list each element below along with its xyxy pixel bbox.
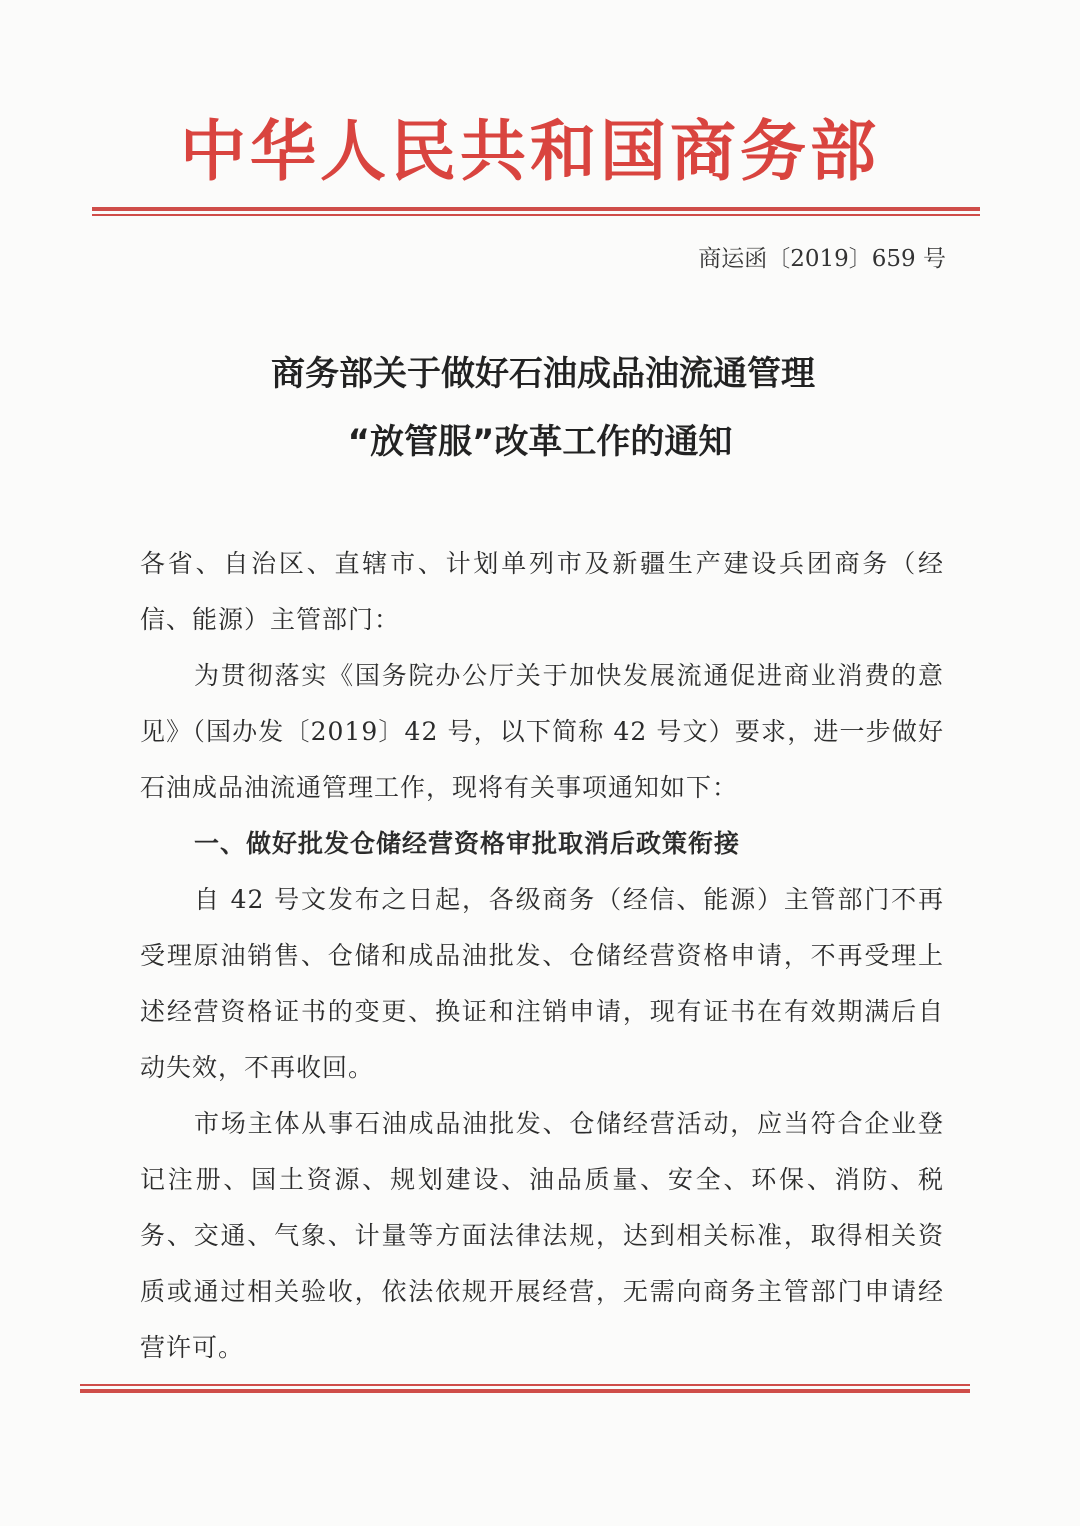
salutation: 各省、自治区、直辖市、计划单列市及新疆生产建设兵团商务（经信、能源）主管部门： [140, 549, 944, 634]
footer-rule [80, 1384, 970, 1393]
intro-paragraph: 为贯彻落实《国务院办公厅关于加快发展流通促进商业消费的意见》（国办发〔2019〕42 号，以下简称 42 号文）要求，进一步做好石油成品油流通管理工作，现将有关事项通知如下： [140, 661, 944, 802]
document-title-line-1: 商务部关于做好石油成品油流通管理 [271, 354, 815, 394]
rule-thin-line [80, 1384, 970, 1386]
section-heading: 一、做好批发仓储经营资格审批取消后政策衔接 [194, 829, 741, 858]
document-number: 商运函〔2019〕659 号 [698, 246, 946, 272]
document-body [140, 536, 944, 1376]
rule-thick-line [92, 207, 980, 211]
masthead-rule [92, 207, 980, 216]
masthead-title: 中华人民共和国商务部 [180, 113, 880, 190]
rule-thin-line [92, 214, 980, 216]
section-paragraph-1: 自 42 号文发布之日起，各级商务（经信、能源）主管部门不再受理原油销售、仓储和成品油批发、仓储经营资格申请，不再受理上述经营资格证书的变更、换证和注销申请，现有证书在有效期满后自动失效，不再收回。 [140, 885, 944, 1082]
document-title-line-2: “放管服”改革工作的通知 [347, 422, 733, 462]
section-paragraph-2: 市场主体从事石油成品油批发、仓储经营活动，应当符合企业登记注册、国土资源、规划建设、油品质量、安全、环保、消防、税务、交通、气象、计量等方面法律法规，达到相关标准，取得相关资质或通过相关验收，依法依规开展经营，无需向商务主管部门申请经营许可。 [140, 1109, 944, 1362]
rule-thick-line [80, 1389, 970, 1393]
